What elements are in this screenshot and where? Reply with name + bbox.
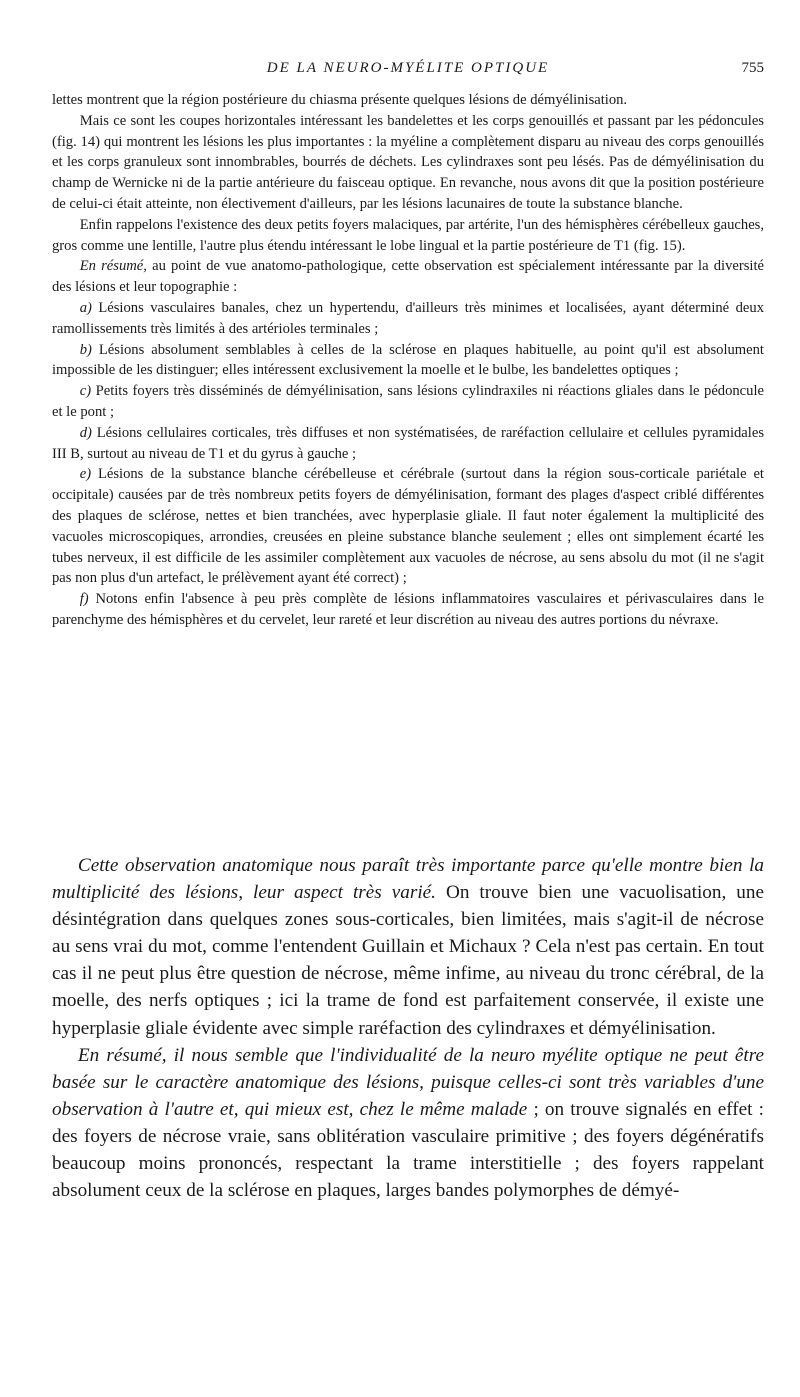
item-marker: f) bbox=[79, 591, 89, 608]
paragraph: Cette observation anatomique nous paraît très importante parce qu'elle montre bien la multiplicité des lésions, leur aspect très varié. On trouve bien une vacuolisation, une désintégration dans quelques zones sous-corticales, bien limitées, mais s'agit-il de nécrose au sens vrai du mot, comme l'entendent Guillain et Michaux ? Cela n'est pas certain. En tout cas il ne peut plus être question de nécrose, même infime, au niveau du tronc cérébral, de la moelle, des nerfs optiques ; ici la trame de fond est parfaitement conservée, il existe une hyperplasie gliale évidente avec simple raréfaction des cylindraxes et démyélinisation. bbox=[52, 855, 764, 1039]
item-marker: e) bbox=[79, 466, 92, 483]
paragraph: En résumé, au point de vue anatomo-pathologique, cette observation est spécialement intéressante par la diversité des lésions et leur topographie : bbox=[52, 258, 764, 296]
item-marker: d) bbox=[79, 424, 92, 441]
italic-lead: En résumé, bbox=[79, 258, 147, 275]
paragraph: En résumé, il nous semble que l'individualité de la neuro myélite optique ne peut être basée sur le caractère anatomique des lésions, puisque celles-ci sont très variables d'une observation à l'autre et, qui mieux est, chez le même malade ; on trouve signalés en effet : des foyers de nécrose vraie, sans oblitération vasculaire primitive ; des foyers dégénératifs beaucoup moins prononcés, respectant la trame interstitielle ; des foyers rappelant absolument ceux de la sclérose en plaques, larges bandes polymorphes de démyé- bbox=[52, 1044, 764, 1202]
page-header bbox=[52, 60, 764, 82]
paragraph: lettes montrent que la région postérieure du chiasma présente quelques lésions de démyélinisation. bbox=[52, 92, 628, 108]
large-text-section bbox=[52, 852, 764, 1204]
item-marker: a) bbox=[79, 299, 92, 316]
italic-lead: En résumé, il nous semble que l'individualité de la neuro myélite optique ne peut être basée sur le caractère anatomique des lésions, puisque celles-ci sont très variables d'une observation à l'autre et, qui mieux est, chez le même malade bbox=[52, 1044, 764, 1120]
item-marker: b) bbox=[79, 341, 92, 358]
list-item: f) Notons enfin l'absence à peu près complète de lésions inflammatoires vasculaires et périvasculaires dans le parenchyme des hémisphères et du cervelet, leur rareté et leur discrétion au niveau des autres portions du névraxe. bbox=[52, 591, 764, 628]
small-text-section bbox=[52, 90, 764, 631]
list-item: e) Lésions de la substance blanche cérébelleuse et cérébrale (surtout dans la région sous-corticale pariétale et occipitale) causées par de très nombreux petits foyers de démyélinisation, formant des plages d'aspect criblé différentes des plaques de sclérose, nettes et bien tranchées, avec hyperplasie gliale. Il faut noter également la multiplicité des vacuoles microscopiques, arrondies, creusées en pleine substance blanche seulement ; elles ont simplement écarté les tubes nerveux, il est difficile de les assimiler complètement aux vacuoles de nécrose, au sens absolu du mot (il ne s'agit pas non plus d'un artefact, le prélèvement ayant été correct) ; bbox=[52, 466, 764, 587]
italic-lead: Cette observation anatomique nous paraît très importante parce qu'elle montre bien la multiplicité des lésions, leur aspect très varié. bbox=[52, 855, 764, 904]
list-item: a) Lésions vasculaires banales, chez un hypertendu, d'ailleurs très minimes et localisées, ayant déterminé deux ramollissements très limités à des artérioles terminales ; bbox=[52, 299, 764, 337]
item-marker: c) bbox=[79, 383, 92, 400]
list-item: d) Lésions cellulaires corticales, très diffuses et non systématisées, de raréfaction cellulaire et cellules pyramidales III B, surtout au niveau de T1 et du gyrus à gauche ; bbox=[52, 424, 764, 462]
page-number: 755 bbox=[741, 60, 764, 76]
running-title: DE LA NEURO-MYÉLITE OPTIQUE bbox=[266, 60, 550, 76]
list-item: b) Lésions absolument semblables à celles de la sclérose en plaques habituelle, au point qu'il est absolument impossible de les distinguer; elles intéressent exclusivement la moelle et le bulbe, les bandelettes optiques ; bbox=[52, 341, 764, 379]
list-item: c) Petits foyers très disséminés de démyélinisation, sans lésions cylindraxiles ni réactions gliales dans le pédoncule et le pont ; bbox=[52, 383, 764, 420]
paragraph: Mais ce sont les coupes horizontales intéressant les bandelettes et les corps genouillés et passant par les pédoncules (fig. 14) qui montrent les lésions les plus importantes : la myéline a complètement disparu au niveau des corps genouillés et les corps granuleux sont innombrables, bourrés de déchets. Les cylindraxes sont peu lésés. Pas de démyélinisation du champ de Wernicke ni de la partie antérieure du faisceau optique. En revanche, nous avons dit que la position postérieure de celui-ci était atteinte, non électivement d'ailleurs, par les lésions lacunaires de toute la substance blanche. bbox=[52, 112, 764, 212]
paragraph: Enfin rappelons l'existence des deux petits foyers malaciques, par artérite, l'un des hémisphères cérébelleux gauches, gros comme une lentille, l'autre plus étendu intéressant le lobe lingual et la partie postérieure de T1 (fig. 15). bbox=[52, 216, 764, 254]
